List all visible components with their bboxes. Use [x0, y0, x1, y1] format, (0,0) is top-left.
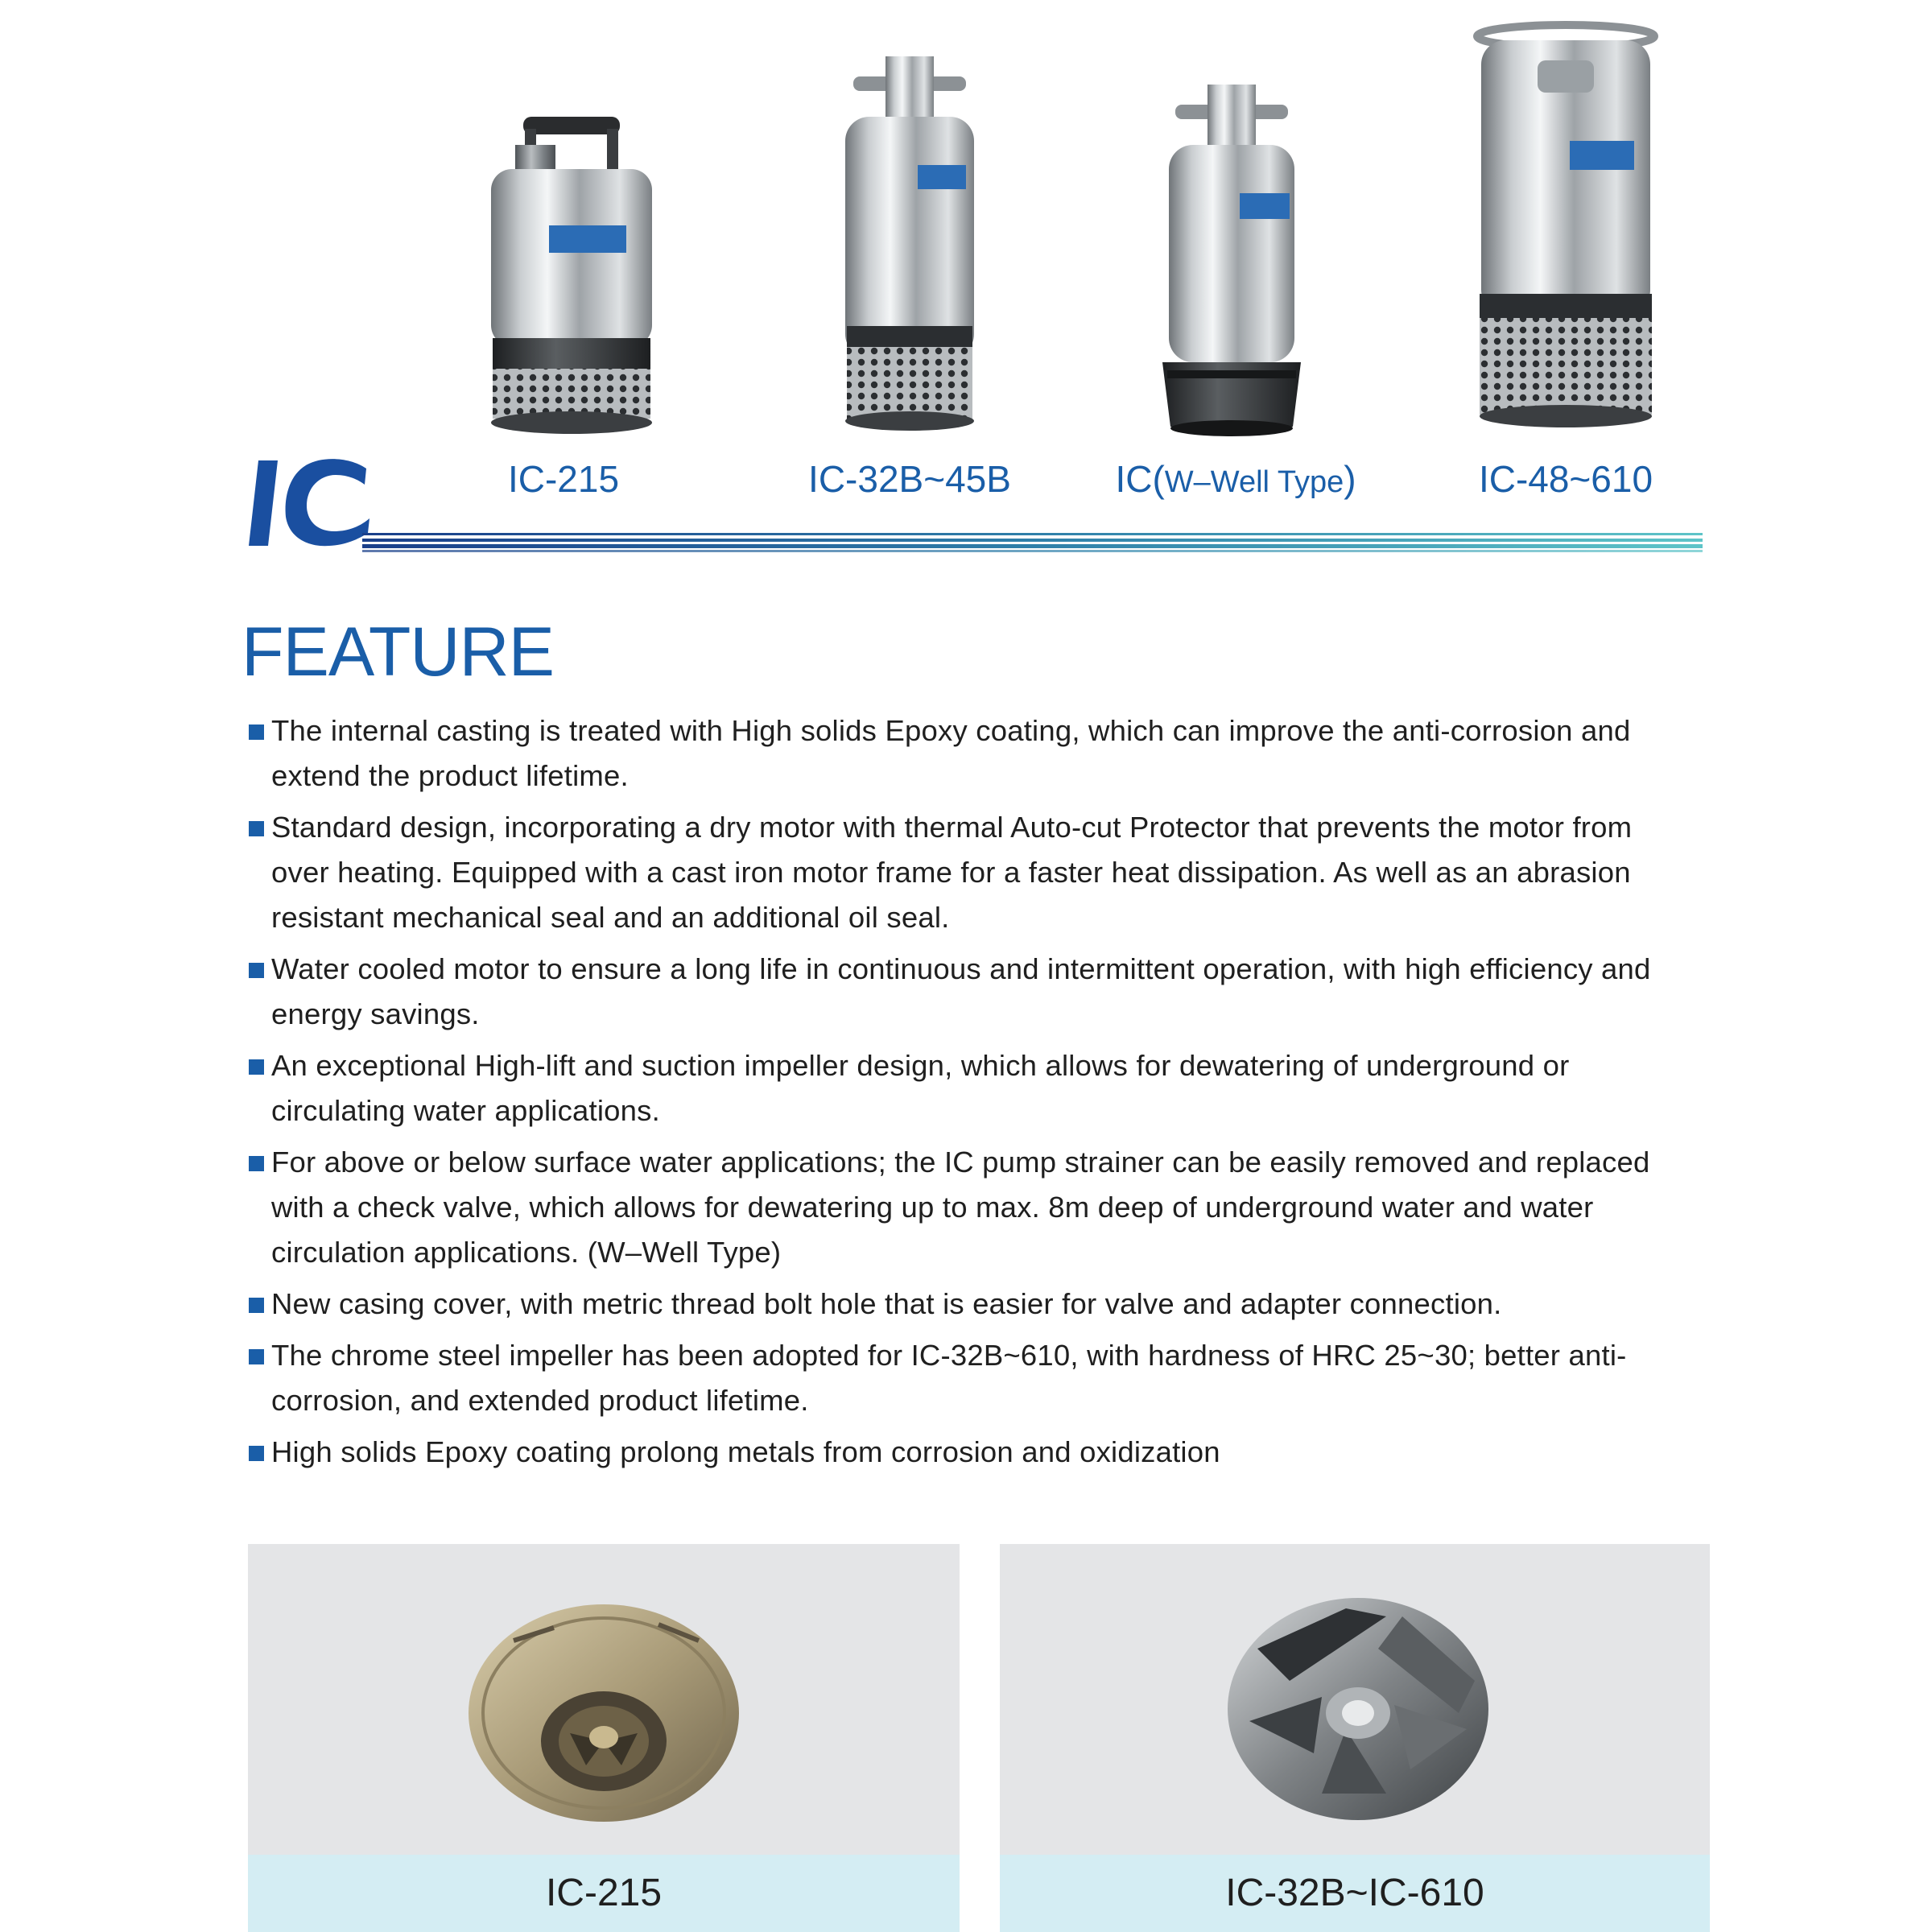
square-bullet-icon: [249, 1446, 264, 1461]
impeller-ic-215-image: [465, 1592, 743, 1834]
ic-series-logo: [246, 451, 374, 555]
feature-item: New casing cover, with metric thread bolt hole that is easier for valve and adapter connection.: [246, 1282, 1695, 1327]
square-bullet-icon: [249, 821, 264, 836]
square-bullet-icon: [249, 963, 264, 978]
pump-ic-215-image: [475, 113, 668, 443]
impeller-ic-32b-610-image: [1225, 1592, 1491, 1826]
header-divider: [362, 531, 1703, 554]
impeller-panel-ic-32b-610: [1000, 1544, 1710, 1932]
square-bullet-icon: [249, 1059, 264, 1075]
impeller-caption: IC-215: [248, 1855, 960, 1932]
pump-ic-32b-45b-image: [829, 52, 990, 439]
square-bullet-icon: [249, 1298, 264, 1313]
feature-item: The chrome steel impeller has been adopted for IC-32B~610, with hardness of HRC 25~30; better anti-corrosion, and extended product lifetime.: [246, 1333, 1695, 1423]
square-bullet-icon: [249, 1156, 264, 1171]
product-label-ic-48-610: IC-48~610: [1478, 458, 1653, 500]
feature-item: Water cooled motor to ensure a long life in continuous and intermittent operation, with high efficiency and energy savings.: [246, 947, 1695, 1037]
feature-item: Standard design, incorporating a dry motor with thermal Auto-cut Protector that prevents the motor from over heating. Equipped with a cast iron motor frame for a faster heat dissipation. As well as an abrasion resistant mechanical seal and an additional oil seal.: [246, 805, 1695, 940]
feature-item: For above or below surface water applications; the IC pump strainer can be easily removed and replaced with a check valve, which allows for dewatering up to max. 8m deep of underground water and water circulation applications. (W–Well Type): [246, 1140, 1695, 1275]
feature-heading: FEATURE: [242, 613, 554, 691]
impeller-caption: IC-32B~IC-610: [1000, 1855, 1710, 1932]
product-label-ic-32b-45b: IC-32B~45B: [808, 458, 1011, 500]
feature-item: The internal casting is treated with High solids Epoxy coating, which can improve the anti-corrosion and extend the product lifetime.: [246, 708, 1695, 799]
hcp-badge: [549, 225, 626, 253]
product-label-ic-215: IC-215: [507, 458, 620, 500]
square-bullet-icon: [249, 724, 264, 740]
feature-item: High solids Epoxy coating prolong metals from corrosion and oxidization: [246, 1430, 1695, 1475]
impeller-panel-ic-215: [248, 1544, 960, 1932]
square-bullet-icon: [249, 1349, 264, 1364]
pump-ic-w-well-type-image: [1151, 80, 1312, 443]
product-label-ic-w-well-type: IC(W–Well Type): [1115, 458, 1356, 500]
pump-ic-48-610-image: [1465, 20, 1666, 439]
feature-list: [246, 708, 1695, 1481]
feature-item: An exceptional High-lift and suction impeller design, which allows for dewatering of underground or circulating water applications.: [246, 1043, 1695, 1133]
